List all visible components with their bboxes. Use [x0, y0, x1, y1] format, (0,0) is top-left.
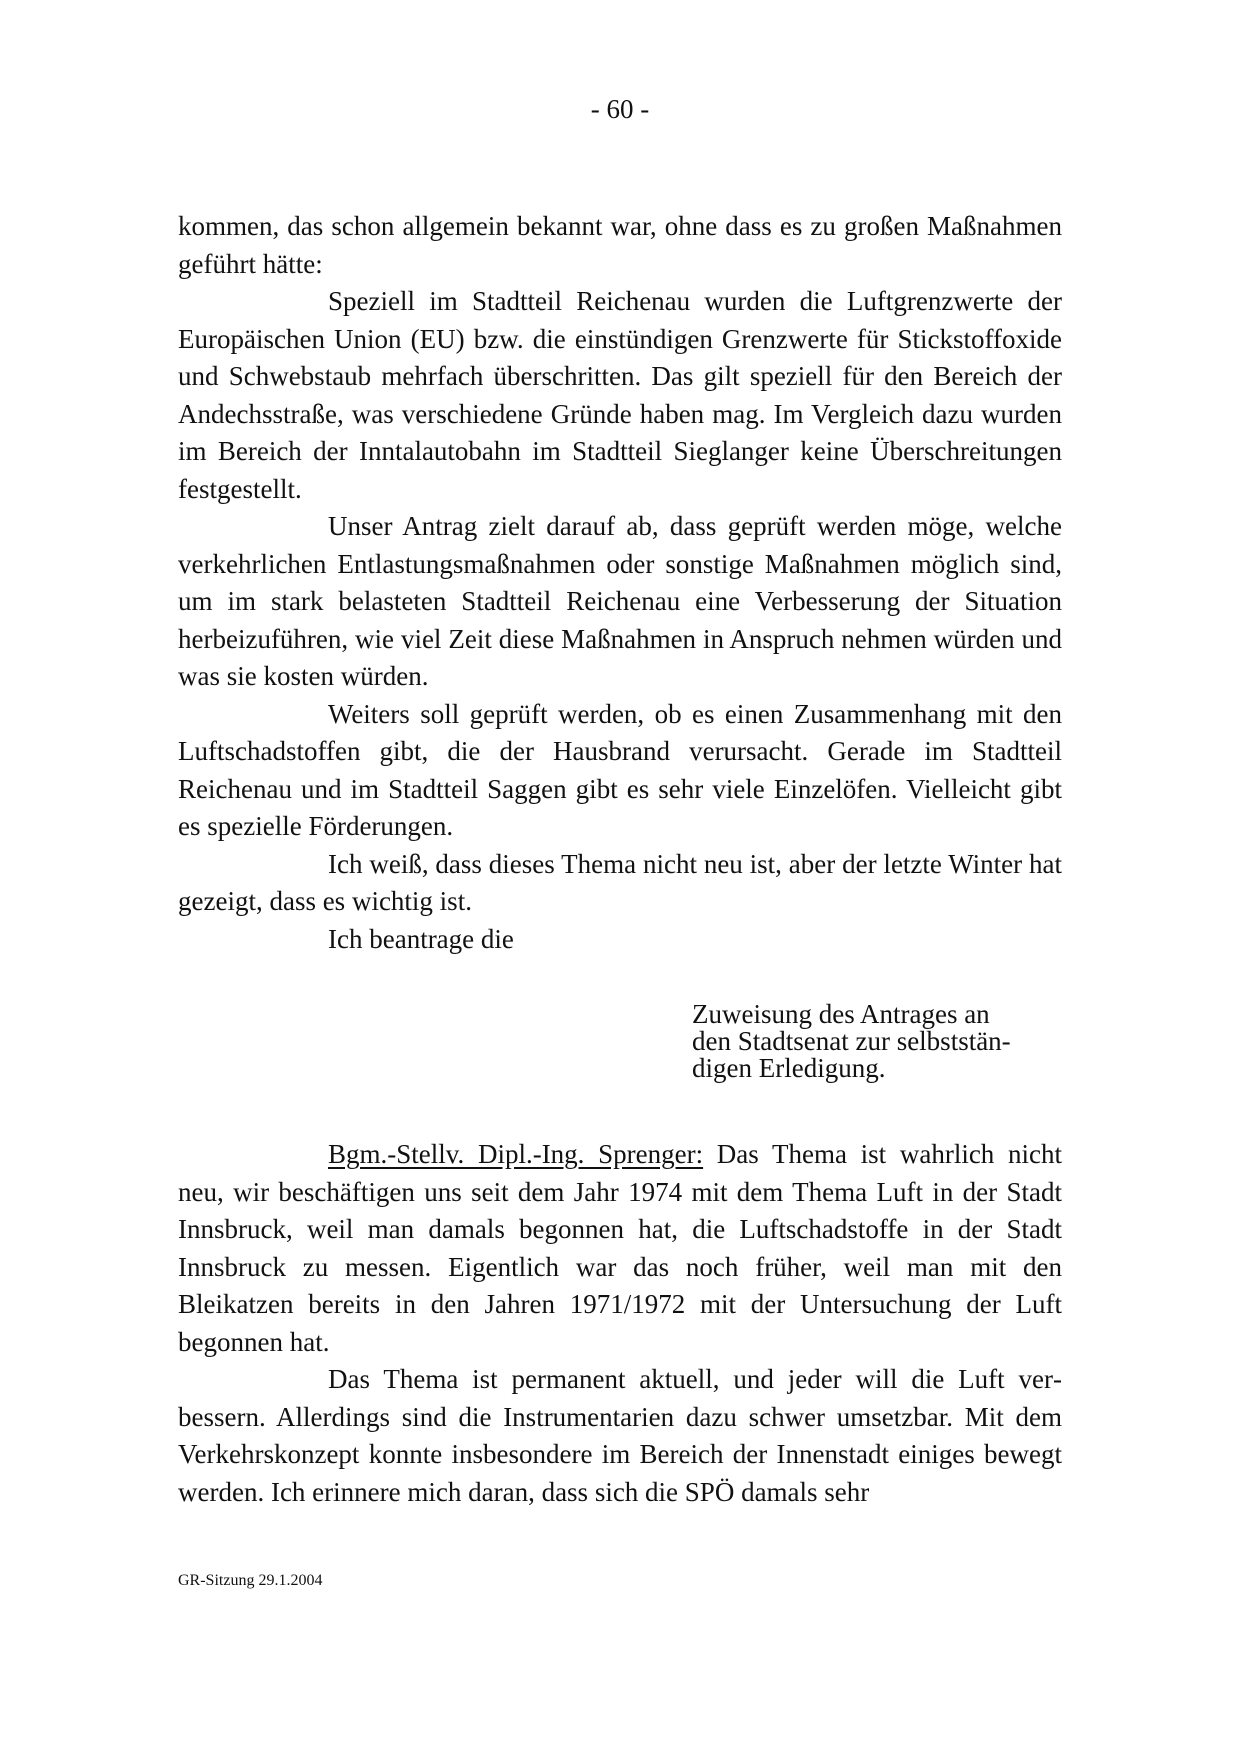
paragraph: Das Thema ist permanent aktuell, und jeder will die Luft verbessern. Allerdings sind die Instrumentarien dazu schwer umsetzbar. Mit dem Verkehrskonzept konnte insbesondere im Bereich der Innenstadt einiges bewegt werden. Ich erinnere mich daran, dass sich die SPÖ damals sehr: [178, 1364, 1062, 1507]
paragraph: Ich weiß, dass dieses Thema nicht neu ist, aber der letzte Winter hat gezeigt, dass es wichtig ist.: [178, 848, 1062, 916]
speaker-name: Bgm.-Stellv. Dipl.-Ing. Sprenger:: [328, 1139, 704, 1169]
paragraph: Ich beantrage die: [328, 923, 514, 954]
paragraph: Unser Antrag zielt darauf ab, dass geprüft werden möge, welche verkehrlichen Entlastungsmaßnahmen oder sonstige Maßnahmen möglich sind, um im stark belasteten Stadtteil Reichenau eine Verbesserung der Situation herbeizuführen, wie viel Zeit diese Maßnahmen in Anspruch nehmen würden und was sie kosten würden.: [178, 511, 1062, 691]
page-number: - 60 -: [590, 94, 650, 124]
paragraph: Speziell im Stadtteil Reichenau wurden die Luftgrenzwerte der Europäischen Union (EU) bzw. die einstündigen Grenzwerte für Stickstoffoxide und Schwebstaub mehrfach überschritten. Das gilt speziell für den Bereich der Andechsstraße, was verschiedene Gründe haben mag. Im Vergleich dazu wurden im Bereich der Inntalautobahn im Stadtteil Sieglanger keine Überschreitungen festgestellt.: [178, 286, 1062, 504]
paragraph: Weiters soll geprüft werden, ob es einen Zusammenhang mit den Luftschadstoffen gibt, die der Hausbrand verursacht. Gerade im Stadtteil Reichenau und im Stadtteil Saggen gibt es sehr viele Einzelöfen. Vielleicht gibt es spezielle Förderungen.: [178, 698, 1062, 841]
text-block-proposal: [178, 208, 1062, 958]
motion-line: digen Erledigung.: [692, 1053, 886, 1083]
speech-text: Das Thema ist wahrlich nicht neu, wir beschäftigen uns seit dem Jahr 1974 mit dem Thema Luft in der Stadt Innsbruck, weil man damals begonnen hat, die Luftschadstoffe in der Stadt Innsbruck zu messen. Eigentlich war das noch früher, weil man mit den Bleikatzen bereits in den Jahren 1971/1972 mit der Untersuchung der Luft begonnen hat.: [178, 1139, 1062, 1357]
motion-text: [692, 1001, 1072, 1082]
paragraph: kommen, das schon allgemein bekannt war, ohne dass es zu großen Maßnahmen geführt hätte:: [178, 211, 1062, 279]
motion-line: den Stadtsenat zur selbststän-: [692, 1026, 1011, 1056]
text-block-response: [178, 1136, 1062, 1511]
footer: GR-Sitzung 29.1.2004: [178, 1572, 323, 1589]
motion-line: Zuweisung des Antrages an: [692, 999, 990, 1029]
paragraph: [178, 1136, 1062, 1361]
